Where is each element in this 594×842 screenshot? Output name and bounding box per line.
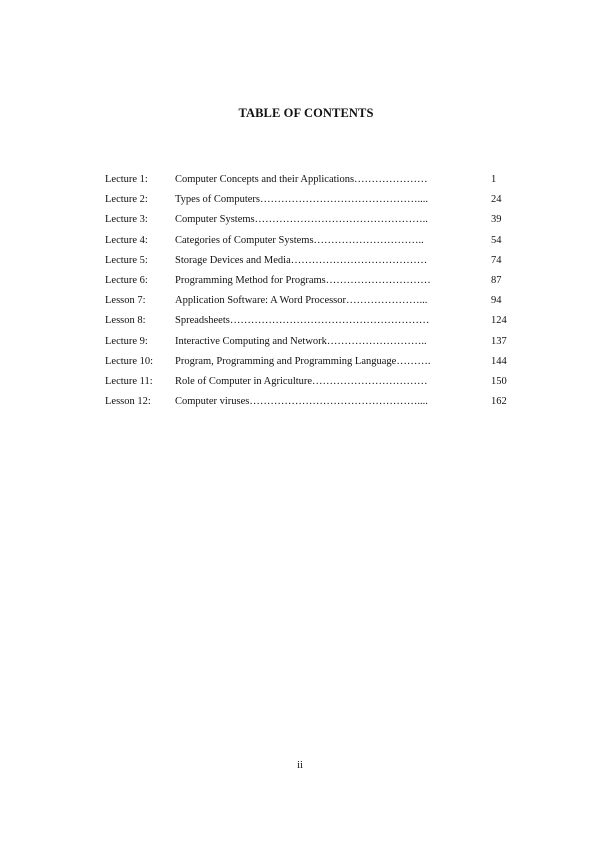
toc-entry [105, 375, 525, 395]
toc-entry-label: Lecture 9: [105, 335, 148, 347]
toc-entry [105, 213, 525, 233]
page-title: TABLE OF CONTENTS [238, 106, 374, 120]
toc-entry-page: 39 [491, 214, 502, 226]
toc-entry-label: Lecture 10: [105, 355, 154, 367]
toc-entry [105, 193, 525, 213]
toc-entry-title: Interactive Computing and Network……………………….. [175, 335, 427, 347]
toc-entry-title: Computer viruses………………………………………….... [175, 396, 428, 408]
toc-entry-page: 54 [491, 234, 502, 246]
toc-entry-page: 1 [491, 174, 497, 185]
toc-entry-title: Categories of Computer Systems………………………….. [175, 234, 424, 246]
toc-entry-title: Programming Method for Programs………………………… [175, 274, 431, 286]
toc-entry-title: Storage Devices and Media………………………………… [175, 254, 428, 266]
toc-entry [105, 234, 525, 254]
toc-entry-label: Lecture 3: [105, 214, 148, 226]
toc-entry-page: 74 [491, 254, 502, 266]
page-number: ii [297, 760, 303, 771]
toc-entry-title: Computer Concepts and their Applications………………… [175, 174, 428, 185]
toc-entry-page: 124 [491, 315, 507, 327]
toc-entry-label: Lesson 12: [105, 396, 151, 408]
toc-entry-label: Lecture 2: [105, 194, 148, 206]
toc-entry-label: Lesson 8: [105, 315, 146, 327]
toc-entry-page: 24 [491, 194, 502, 206]
toc-entry-title: Spreadsheets………………………………………………… [175, 315, 430, 327]
toc-entry-label: Lecture 11: [105, 375, 153, 387]
toc-entry-title: Types of Computers……………………………………….... [175, 194, 429, 206]
toc-entry-page: 94 [491, 295, 502, 307]
toc-entry-label: Lecture 5: [105, 254, 148, 266]
toc-entry-label: Lesson 7: [105, 295, 146, 307]
toc-entry-title: Application Software: A Word Processor…………………... [175, 295, 428, 307]
toc-entry-label: Lecture 4: [105, 234, 148, 246]
toc-list [105, 173, 525, 415]
toc-entry-label: Lecture 6: [105, 274, 148, 286]
toc-entry [105, 314, 525, 334]
toc-entry [105, 395, 525, 415]
toc-entry-page: 150 [491, 375, 507, 387]
toc-entry-page: 87 [491, 274, 502, 286]
toc-entry [105, 173, 525, 193]
toc-entry [105, 335, 525, 355]
toc-entry [105, 254, 525, 274]
toc-entry-label: Lecture 1: [105, 174, 148, 185]
toc-entry [105, 274, 525, 294]
toc-entry-title: Program, Programming and Programming Language………. [175, 355, 431, 367]
toc-entry-title: Computer Systems………………………………………….. [175, 214, 428, 226]
toc-entry-page: 144 [491, 355, 507, 367]
toc-entry-page: 137 [491, 335, 507, 347]
toc-entry [105, 294, 525, 314]
toc-entry [105, 355, 525, 375]
toc-entry-page: 162 [491, 396, 507, 408]
toc-entry-title: Role of Computer in Agriculture…………………………… [175, 375, 428, 387]
